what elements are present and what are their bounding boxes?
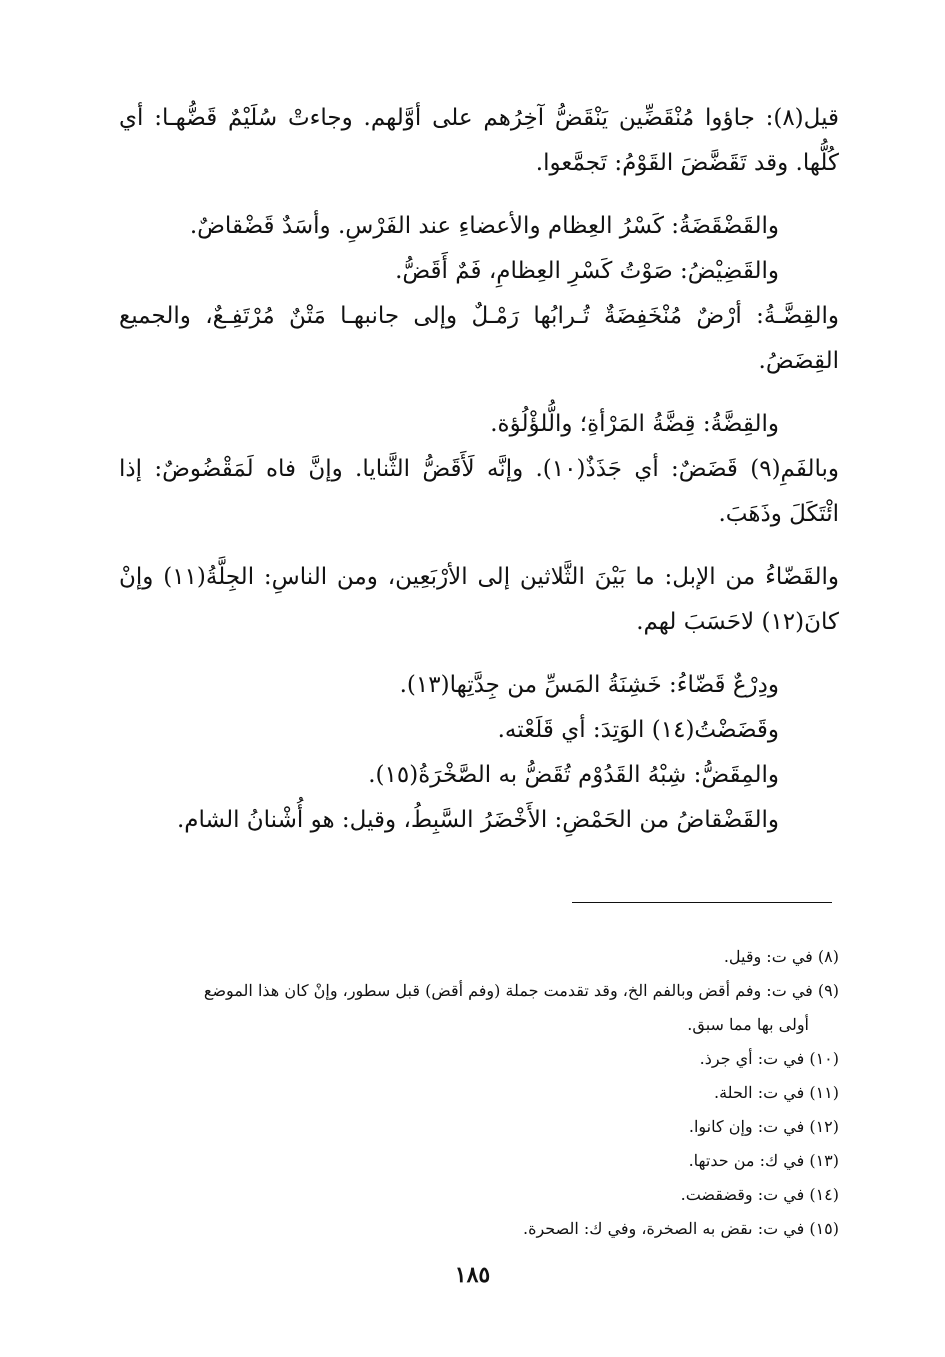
footnotes: [109, 940, 839, 1246]
paragraph-3: والقَضِيْضُ: صَوْتُ كَسْرِ العِظامِ، فَمٌ أَقَضُّ.: [395, 258, 779, 284]
paragraph-2: والقَضْقَضَةُ: كَسْرُ العِظام والأعضاءِ عند الفَرْسِ. وأسَدٌ قَضْقاضٌ.: [189, 213, 779, 239]
main-text-body: [119, 96, 839, 843]
footnote-11: (١١) في ت: الحلة.: [714, 1083, 839, 1102]
entries-block: [119, 663, 839, 843]
paragraph-7: والقَضّاءُ من الإبل: ما بَيْنَ الثَّلاثين إلى الأرْبَعِين، ومن الناسِ: الجِلَّةُ(١١) وإنْ كانَ(١٢) لاحَسَبَ لهم.: [119, 564, 839, 635]
footnote-9-continued: أولى بها مما سبق.: [687, 1015, 809, 1034]
footnote-12: (١٢) في ت: وإن كانوا.: [688, 1117, 839, 1136]
footnote-divider: [572, 902, 832, 903]
footnote-9: (٩) في ت: وفم أقض وبالفم الخ، وقد تقدمت جملة (وفم أقض) قبل سطور، وإنْ كان هذا الموضع: [203, 981, 839, 1000]
paragraph-11: والقَضْقاضُ من الحَمْضِ: الأَخْضَرُ السَّبِطُ، وقيل: هو أُشْنانُ الشام.: [177, 807, 779, 833]
footnote-15: (١٥) في ت: ىقض به الصخرة، وفي ك: الصحرة.: [523, 1219, 839, 1238]
paragraph-4: والقِضَّـةُ: أرْضٌ مُنْخَفِضَةٌ تُـرابُها رَمْـلٌ وإلى جانبهـا مَتْنٌ مُرْتَفِـعٌ، والجميع القِضَضُ.: [119, 303, 839, 374]
page-number: ١٨٥: [454, 1262, 491, 1288]
paragraph-9: وقَضَضْتُ(١٤) الوَتِدَ: أي قَلَعْته.: [497, 717, 779, 743]
footnote-13: (١٣) في ك: من حدتها.: [688, 1151, 839, 1170]
footnote-14: (١٤) في ت: وقضقضت.: [680, 1185, 839, 1204]
paragraph-5: والقِضَّةُ: قِضَّةُ المَرْأةِ؛ والُّلؤْلُؤة.: [490, 411, 779, 437]
paragraph-1: قيل(٨): جاؤوا مُنْقَضِّين يَنْقَضُّ آخِرُهم على أوَّلهم. وجاءتْ سُلَيْمٌ قَضُّهـا: أي كُلُّها. وقد تَقَضَّضَ القَوْمُ: تَجمَّعوا.: [119, 105, 839, 176]
paragraph-6: وبالفَمِ(٩) قَضَضٌ: أي جَذَذٌ(١٠). وإنَّه لَأَقَضُّ الثَّنايا. وإنَّ فاه لَمَقْضُوضٌ: إذا ائْتَكَلَ وذَهَبَ.: [119, 456, 840, 527]
paragraph-10: والمِقَضُّ: شِبْهُ القَدُوْم تُقَضُّ به الصَّخْرَةُ(١٥).: [368, 762, 779, 788]
paragraph-8: ودِرْعٌ قَضّاءُ: خَشِنَةُ المَسِّ من جِدَّتِها(١٣).: [399, 672, 779, 698]
footnote-8: (٨) في ت: وقيل.: [723, 947, 839, 966]
footnote-10: (١٠) في ت: أي جرذ.: [699, 1049, 839, 1068]
